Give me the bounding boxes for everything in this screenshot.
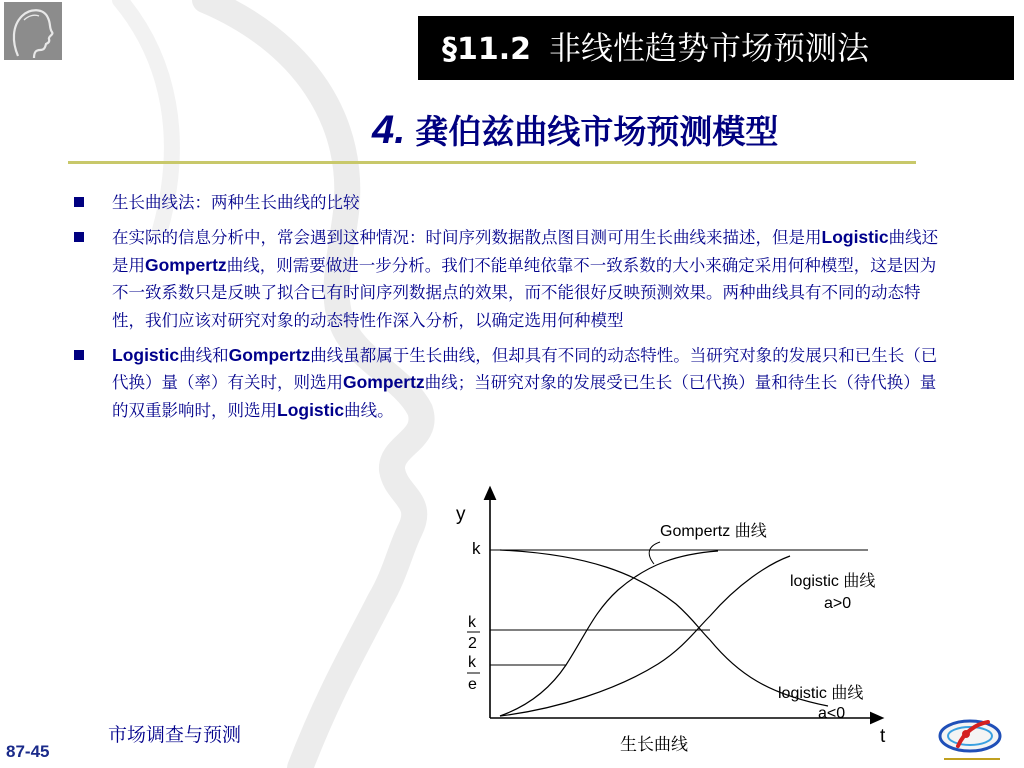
subtitle-text: 龚伯兹曲线市场预测模型 [415, 112, 779, 151]
title-divider [68, 161, 916, 164]
bullet-term: Gompertz [228, 345, 311, 366]
bullet-text: 在实际的信息分析中，常会遇到这种情况：时间序列数据散点图目测可用生长曲线来描述，但是用 [112, 228, 822, 248]
section-number: §11.2 [442, 32, 532, 67]
x-axis-label: t [880, 726, 886, 747]
logistic-falling-label: logistic 曲线 [778, 685, 864, 702]
face-logo [4, 2, 62, 60]
k-over-e-denominator: e [468, 676, 477, 693]
page-number: 87-45 [6, 742, 50, 761]
logistic-falling-curve [500, 550, 828, 706]
bullet-term: Logistic [821, 227, 889, 248]
section-title-bar [418, 16, 1014, 80]
logistic-rising-condition: a>0 [824, 595, 852, 612]
bullet-item [72, 189, 952, 216]
bullet-term: Gompertz [343, 372, 425, 393]
course-title: 市场调查与预测 [108, 724, 242, 746]
bullet-list [72, 189, 952, 432]
gompertz-curve [500, 551, 718, 716]
section-title: 非线性趋势市场预测法 [549, 29, 870, 67]
bullet-text: 曲线和 [179, 346, 229, 366]
logistic-rising-label: logistic 曲线 [790, 573, 876, 590]
bullet-square-icon [74, 197, 84, 207]
bullet-text: 曲线虽都属于生长曲线，但却具有不同的动态特性。当研究对象的发展只和已生长（已代换）量（率）有关时，则选用 [112, 346, 938, 393]
growth-curve-diagram [438, 484, 908, 760]
logistic-falling-condition: a<0 [818, 705, 846, 722]
bullet-square-icon [74, 350, 84, 360]
gompertz-pointer [649, 542, 660, 564]
bullet-item [72, 224, 952, 334]
bullet-text: 曲线，则需要做进一步分析。我们不能单纯依靠不一致系数的大小来确定采用何种模型，这是因为不一致系数只是反映了拟合已有时间序列数据点的效果，而不能很好反映预测效果。两种曲线具有不同的动态特性，我们应该对研究对象的动态特性作深入分析，以确定选用何种模型 [112, 255, 937, 330]
gompertz-label: Gompertz 曲线 [660, 523, 767, 540]
bullet-term: Logistic [112, 345, 180, 366]
bullet-square-icon [74, 232, 84, 242]
bullet-item [72, 342, 952, 424]
subtitle-number: 4. [372, 108, 406, 152]
diagram-caption: 生长曲线 [620, 735, 688, 755]
y-axis-label: y [456, 504, 466, 525]
k-label: k [472, 539, 481, 558]
bullet-term: Logistic [277, 399, 345, 420]
bullet-term: Gompertz [145, 254, 227, 275]
half-k-denominator: 2 [468, 635, 477, 652]
half-k-numerator: k [468, 614, 476, 631]
bullet-text: 生长曲线法：两种生长曲线的比较 [112, 193, 360, 212]
face-profile-icon [4, 2, 62, 60]
slide-subtitle [372, 104, 778, 156]
bullet-text: 曲线；当研究对象的发展受已生长（已代换）量和待生长（待代换）量的双重影响时，则选用 [112, 373, 937, 420]
k-over-e-numerator: k [468, 654, 476, 671]
logistic-rising-curve [500, 556, 790, 716]
university-emblem-icon [928, 712, 1018, 768]
bullet-text: 曲线。 [344, 400, 394, 420]
bullet-text: 曲线还是用 [112, 228, 939, 275]
